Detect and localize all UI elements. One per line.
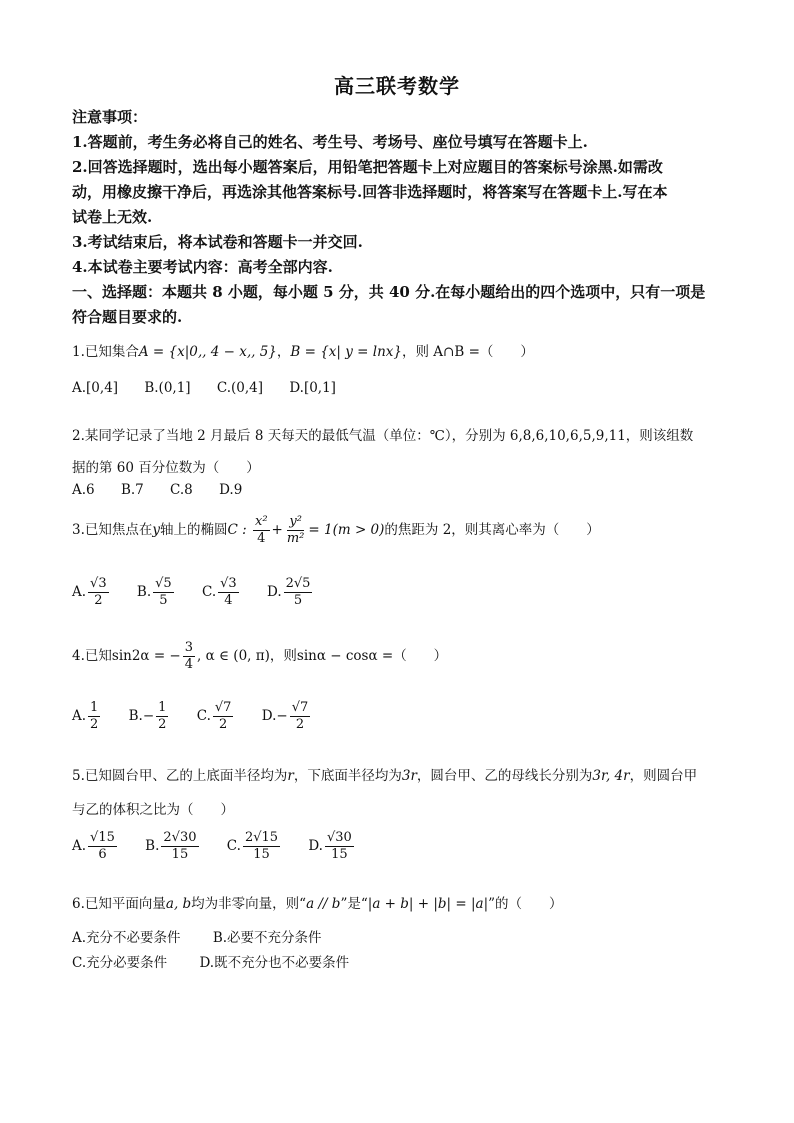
option-a: A.充分不必要条件 [72, 930, 181, 946]
option-b: B.7 [120, 482, 144, 498]
question-1-stem: 1.已知集合A = {x|0‚, 4 − x‚, 5}，B = {x| y = lnx}，则 A∩B =（ ） [72, 344, 534, 360]
notice-item-2-line-2: 动，用橡皮擦干净后，再选涂其他答案标号.回答非选择题时，将答案写在答题卡上.写在本 [72, 183, 668, 201]
notice-heading: 注意事项： [72, 108, 148, 126]
question-1-options [72, 380, 358, 396]
question-4-options [72, 700, 334, 733]
option-c: C.8 [170, 482, 193, 498]
question-3-options [72, 576, 336, 609]
notice-item-4: 4.本试卷主要考试内容：高考全部内容. [72, 258, 333, 276]
option-b: B. $\frac{2√30}{15}$ [145, 830, 197, 862]
option-c: C. $\frac{√7}{2}$ [196, 700, 232, 732]
fraction: $\frac{\text{y²}}{\text{m²}}$ [286, 514, 305, 546]
question-2-line-1: 2.某同学记录了当地 2 月最后 8 天每天的最低气温（单位：℃），分别为 6,8,6,10,6,5,9,11，则该组数 [72, 428, 694, 444]
section-heading-line-1: 一、选择题：本题共 8 小题，每小题 5 分，共 40 分.在每小题给出的四个选项中，只有一项是 [72, 283, 706, 301]
notice-item-1: 1.答题前，考生务必将自己的姓名、考生号、考场号、座位号填写在答题卡上. [72, 133, 588, 151]
fraction: $\frac{3}{4}$ [184, 640, 194, 672]
option-b: B.必要不充分条件 [212, 930, 322, 946]
option-a: A.[0,4] [72, 380, 119, 396]
option-a: A. $\frac{1}{2}$ [72, 700, 99, 732]
option-d: D. $\frac{2√5}{5}$ [266, 576, 311, 608]
option-d: D. $\frac{√30}{15}$ [308, 830, 352, 862]
question-5-line-2: 与乙的体积之比为（ ） [72, 802, 234, 818]
page-title: 高三联考数学 [334, 74, 460, 98]
option-b: B.(0,1] [144, 380, 191, 396]
option-c: C. $\frac{√3}{4}$ [201, 576, 237, 608]
question-4-stem: 4.已知sin2α = − $\frac{3}{4}$ , α ∈ (0, π)，则sinα − cosα =（ ） [72, 640, 448, 672]
option-a: A. $\frac{√15}{6}$ [72, 830, 115, 862]
question-6-stem: 6.已知平面向量a, b均为非零向量，则“a // b”是“|a + b| + |b| = |a|”的（ ） [72, 896, 563, 912]
option-d: D.[0,1] [289, 380, 336, 396]
question-2-options [72, 482, 264, 498]
option-c: C. $\frac{2√15}{15}$ [226, 830, 279, 862]
set-a: A = {x|0‚, 4 − x‚, 5} [138, 344, 277, 360]
option-b: B. $\frac{√5}{5}$ [136, 576, 172, 608]
option-d: D.− $\frac{√7}{2}$ [261, 700, 309, 732]
notice-item-3: 3.考试结束后，将本试卷和答题卡一并交回. [72, 233, 363, 251]
question-5-line-1: 5.已知圆台甲、乙的上底面半径均为r，下底面半径均为3r，圆台甲、乙的母线长分别为3r, 4r，则圆台甲 [72, 768, 698, 784]
section-heading-line-2: 符合题目要求的. [72, 308, 183, 326]
question-5-options [72, 830, 378, 863]
question-6-options-row-1 [72, 926, 344, 946]
question-3-stem: 3.已知焦点在y轴上的椭圆C : $\frac{\text{x²}}{4}$ + $\frac{\text{y²}}{\text{m²}}$ = 1(m > 0)的焦距为 2，则其离心率为（ ） [72, 514, 600, 546]
option-b: B.− $\frac{1}{2}$ [128, 700, 167, 732]
option-a: A.6 [72, 482, 95, 498]
question-2-line-2: 据的第 60 百分位数为（ ） [72, 460, 260, 476]
notice-item-2-line-3: 试卷上无效. [72, 208, 153, 226]
fraction: $\frac{\text{x²}}{4}$ [255, 514, 268, 546]
option-c: C.(0,4] [216, 380, 264, 396]
option-d: D.9 [219, 482, 243, 498]
question-6-options-row-2 [72, 951, 371, 971]
option-c: C.充分必要条件 [72, 955, 168, 971]
notice-item-2-line-1: 2.回答选择题时，选出每小题答案后，用铅笔把答题卡上对应题目的答案标号涂黑.如需改 [72, 158, 663, 176]
option-a: A. $\frac{√3}{2}$ [72, 576, 107, 608]
option-d: D.既不充分也不必要条件 [199, 955, 350, 971]
set-b: B = {x| y = lnx} [290, 344, 402, 360]
